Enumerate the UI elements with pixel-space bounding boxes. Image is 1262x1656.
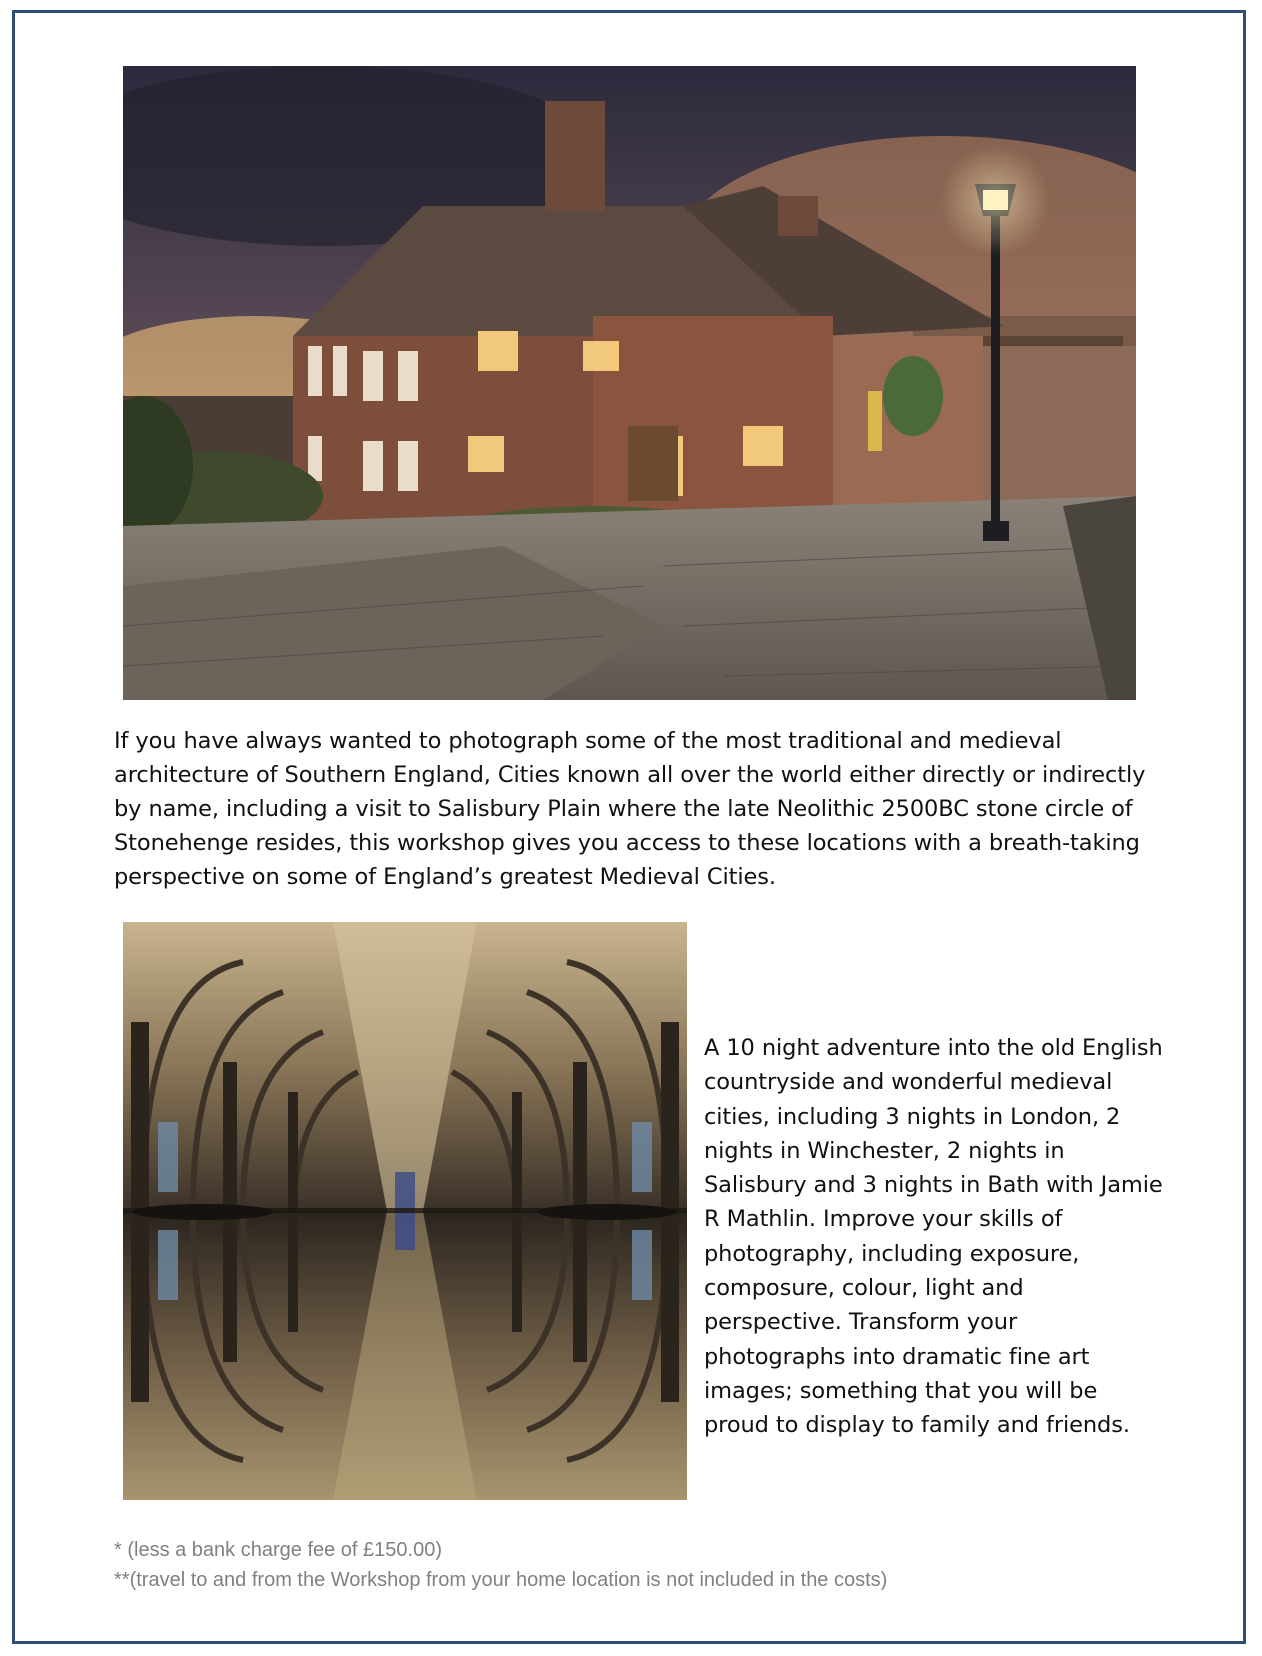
travel-footnote: **(travel to and from the Workshop from your home location is not included in the costs) (114, 1569, 888, 1591)
bank-fee-footnote: * (less a bank charge fee of £150.00) (114, 1539, 442, 1561)
cathedral-photo (123, 922, 687, 1500)
workshop-details-paragraph: A 10 night adventure into the old English countryside and wonderful medieval cities, including 3 nights in London, 2 nights in Winchester, 2 nights in Salisbury and 3 nights in Bath with Jamie R Mathlin. Improve your skills of photography, including exposure, composure, colour, light and perspective. Transform your photographs into dramatic fine art images; something that you will be proud to display to family and friends. (704, 1035, 1163, 1439)
street-photo (123, 66, 1136, 700)
intro-paragraph: If you have always wanted to photograph some of the most traditional and medieval architecture of Southern England, Cities known all over the world either directly or indirectly by name, including a visit to Salisbury Plain where the late Neolithic 2500BC stone circle of Stonehenge resides, this workshop gives you access to these locations with a breath-taking perspective on some of England’s greatest Medieval Cities. (114, 728, 1146, 890)
